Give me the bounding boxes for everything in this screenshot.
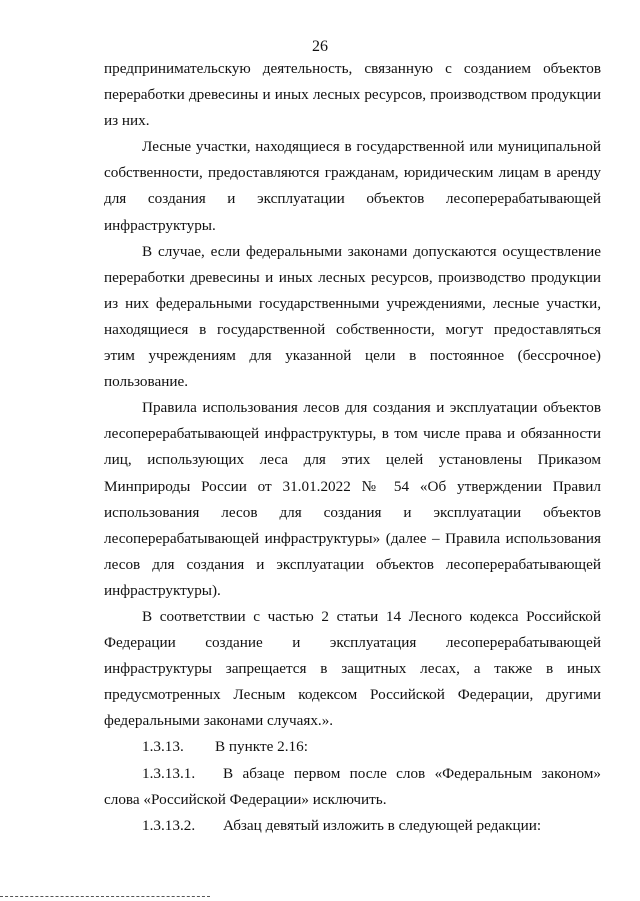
list-item [104, 761, 601, 813]
item-number: 1.3.13.1. [142, 764, 196, 782]
list-item [104, 813, 601, 839]
paragraph-continuation: предпринимательскую деятельность, связанную с созданием объектов переработки древесины и иных лесных ресурсов, производством продукции из них. [104, 60, 601, 130]
page-number: 26 [312, 38, 328, 55]
item-text: Абзац девятый изложить в следующей редакции: [223, 816, 542, 834]
paragraph-forest-use-rules: Правила использования лесов для создания и эксплуатации объектов лесоперерабатывающей инфраструктуры, в том числе права и обязанности лиц, использующих леса для этих целей установлены Приказом Минприроды России от 31.01.2022 № 54 «Об утверждении Правил использования лесов для создания и эксплуатации объектов лесоперерабатывающей инфраструктуры» (далее – Правила использования лесов для создания и эксплуатации объектов лесоперерабатывающей инфраструктуры). [104, 399, 601, 599]
list-item [104, 734, 601, 760]
paragraph-forest-plots-lease: Лесные участки, находящиеся в государственной или муниципальной собственности, предоставляются гражданам, юридическим лицам в аренду для создания и эксплуатации объектов лесоперерабатывающей инфраструктуры. [104, 138, 601, 234]
paragraph-protective-forests: В соответствии с частью 2 статьи 14 Лесного кодекса Российской Федерации создание и эксплуатация лесоперерабатывающей инфраструктуры запрещается в защитных лесах, а также в иных предусмотренных Лесным кодексом Российской Федерации, другими федеральными законами случаях.». [104, 607, 601, 730]
paragraph-federal-institutions: В случае, если федеральными законами допускаются осуществление переработки древесины и иных лесных ресурсов, производство продукции из них федеральными государственными учреждениями, лесные участки, находящиеся в государственной собственности, могут предоставляться этим учреждениям для указанной цели в постоянное (бессрочное) пользование. [104, 242, 601, 391]
item-number: 1.3.13. [142, 738, 184, 756]
item-text: В пункте 2.16: [215, 738, 308, 756]
item-text: В абзаце первом после слов «Федеральным законом» слова «Российской Федерации» исключить. [104, 764, 601, 808]
scan-edge-line [0, 896, 210, 897]
item-number: 1.3.13.2. [142, 816, 196, 834]
document-body [104, 56, 601, 839]
